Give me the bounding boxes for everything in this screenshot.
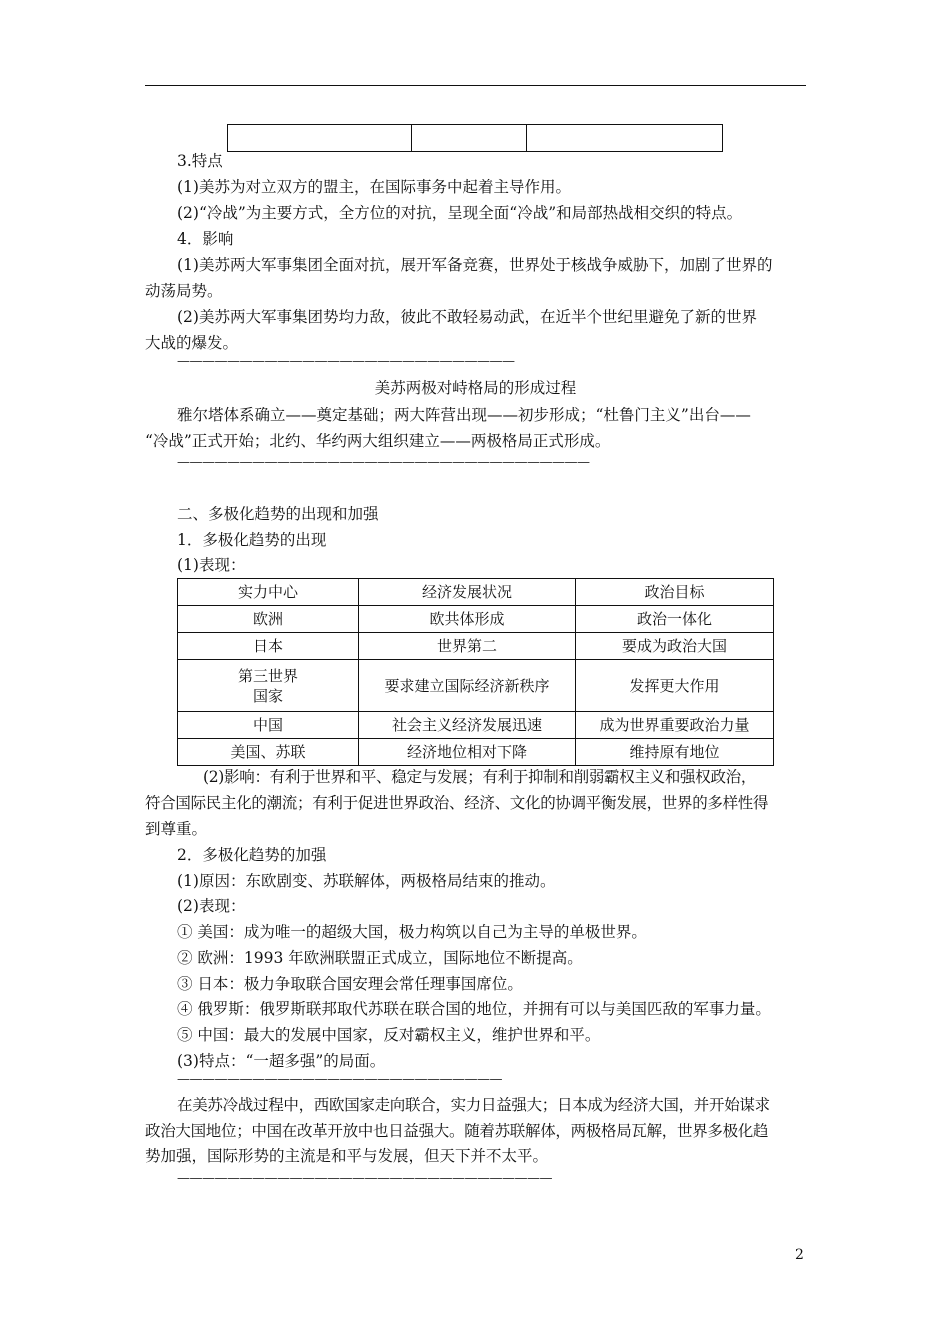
cell-line: 第三世界 xyxy=(237,666,298,685)
table-cell: 社会主义经济发展迅速 xyxy=(359,712,576,739)
separator-line: ——————————————————————————— xyxy=(177,354,515,369)
paragraph-continued: 动荡局势。 xyxy=(145,282,223,300)
table-cell: 维持原有地位 xyxy=(576,739,774,766)
table-cell: 经济地位相对下降 xyxy=(359,739,576,766)
table-header: 经济发展状况 xyxy=(359,579,576,606)
table-header: 实力中心 xyxy=(178,579,359,606)
table-row xyxy=(178,712,774,739)
section-heading: 1．多极化趋势的出现 xyxy=(177,531,327,549)
list-item: ④ 俄罗斯：俄罗斯联邦取代苏联在联合国的地位，并拥有可以与美国匹敌的军事力量。 xyxy=(177,1000,771,1018)
list-item: ① 美国：成为唯一的超级大国，极力构筑以自己为主导的单极世界。 xyxy=(177,923,647,941)
paragraph-continued: 大战的爆发。 xyxy=(145,334,239,352)
table-cell: 成为世界重要政治力量 xyxy=(576,712,774,739)
section-heading: 4．影响 xyxy=(177,230,234,248)
table-cell: 日本 xyxy=(178,633,359,660)
list-item: ② 欧洲：1993 年欧洲联盟正式成立，国际地位不断提高。 xyxy=(177,949,583,967)
table-cell: 要成为政治大国 xyxy=(576,633,774,660)
box-title: 美苏两极对峙格局的形成过程 xyxy=(374,379,577,397)
table-row xyxy=(178,739,774,766)
paragraph: (3)特点：“一超多强”的局面。 xyxy=(177,1052,386,1070)
cell-line: 国家 xyxy=(252,686,283,705)
box-text: 雅尔塔体系确立——奠定基础；两大阵营出现——初步形成；“杜鲁门主义”出台—— xyxy=(177,406,751,424)
table-row xyxy=(178,633,774,660)
list-item: ⑤ 中国：最大的发展中国家，反对霸权主义，维护世界和平。 xyxy=(177,1026,601,1044)
paragraph: (1)表现： xyxy=(177,556,246,574)
paragraph: (1)美苏为对立双方的盟主，在国际事务中起着主导作用。 xyxy=(177,178,571,196)
table-cell: 要求建立国际经济新秩序 xyxy=(359,660,576,712)
table-header: 政治目标 xyxy=(576,579,774,606)
paragraph-continued: 符合国际民主化的潮流；有利于促进世界政治、经济、文化的协调平衡发展，世界的多样性得 xyxy=(145,794,769,812)
table-cell: 中国 xyxy=(178,712,359,739)
paragraph: (1)原因：东欧剧变、苏联解体，两极格局结束的推动。 xyxy=(177,872,556,890)
paragraph: (2)美苏两大军事集团势均力敌，彼此不敢轻易动武，在近半个世纪里避免了新的世界 xyxy=(177,308,757,326)
table-cell: 美国、苏联 xyxy=(178,739,359,766)
separator-line: —————————————————————————— xyxy=(177,1072,502,1087)
box-text: “冷战”正式开始；北约、华约两大组织建立——两极格局正式形成。 xyxy=(145,432,611,450)
section-heading: 2．多极化趋势的加强 xyxy=(177,846,327,864)
header-rule xyxy=(145,85,806,86)
separator-line: ————————————————————————————————— xyxy=(177,455,590,470)
part-heading: 二、多极化趋势的出现和加强 xyxy=(177,505,379,523)
top-table-fragment xyxy=(227,124,723,152)
paragraph: (2)影响：有利于世界和平、稳定与发展；有利于抑制和削弱霸权主义和强权政治， xyxy=(203,768,757,786)
table-cell: 世界第二 xyxy=(359,633,576,660)
paragraph: (2)表现： xyxy=(177,897,246,915)
page-number: 2 xyxy=(795,1247,804,1263)
table-cell: 政治一体化 xyxy=(576,606,774,633)
paragraph: (1)美苏两大军事集团全面对抗，展开军备竞赛，世界处于核战争威胁下，加剧了世界的 xyxy=(177,256,773,274)
separator-line: —————————————————————————————— xyxy=(177,1171,552,1186)
box-text: 政治大国地位；中国在改革开放中也日益强大。随着苏联解体，两极格局瓦解，世界多极化趋 xyxy=(145,1122,769,1140)
table-cell: 发挥更大作用 xyxy=(576,660,774,712)
box-text: 势加强，国际形势的主流是和平与发展，但天下并不太平。 xyxy=(145,1147,549,1165)
table-cell xyxy=(527,125,723,152)
table-cell xyxy=(178,660,359,712)
table-cell: 欧洲 xyxy=(178,606,359,633)
table-cell: 欧共体形成 xyxy=(359,606,576,633)
table-cell xyxy=(412,125,527,152)
table-cell xyxy=(228,125,412,152)
list-item: ③ 日本：极力争取联合国安理会常任理事国席位。 xyxy=(177,975,523,993)
box-text: 在美苏冷战过程中，西欧国家走向联合，实力日益强大；日本成为经济大国，并开始谋求 xyxy=(177,1096,770,1114)
paragraph: (2)“冷战”为主要方式，全方位的对抗，呈现全面“冷战”和局部热战相交织的特点。 xyxy=(177,204,743,222)
section-heading: 3.特点 xyxy=(177,152,223,170)
power-centers-table xyxy=(177,578,774,766)
table-row xyxy=(178,660,774,712)
paragraph-continued: 到尊重。 xyxy=(145,820,208,838)
table-row xyxy=(178,606,774,633)
